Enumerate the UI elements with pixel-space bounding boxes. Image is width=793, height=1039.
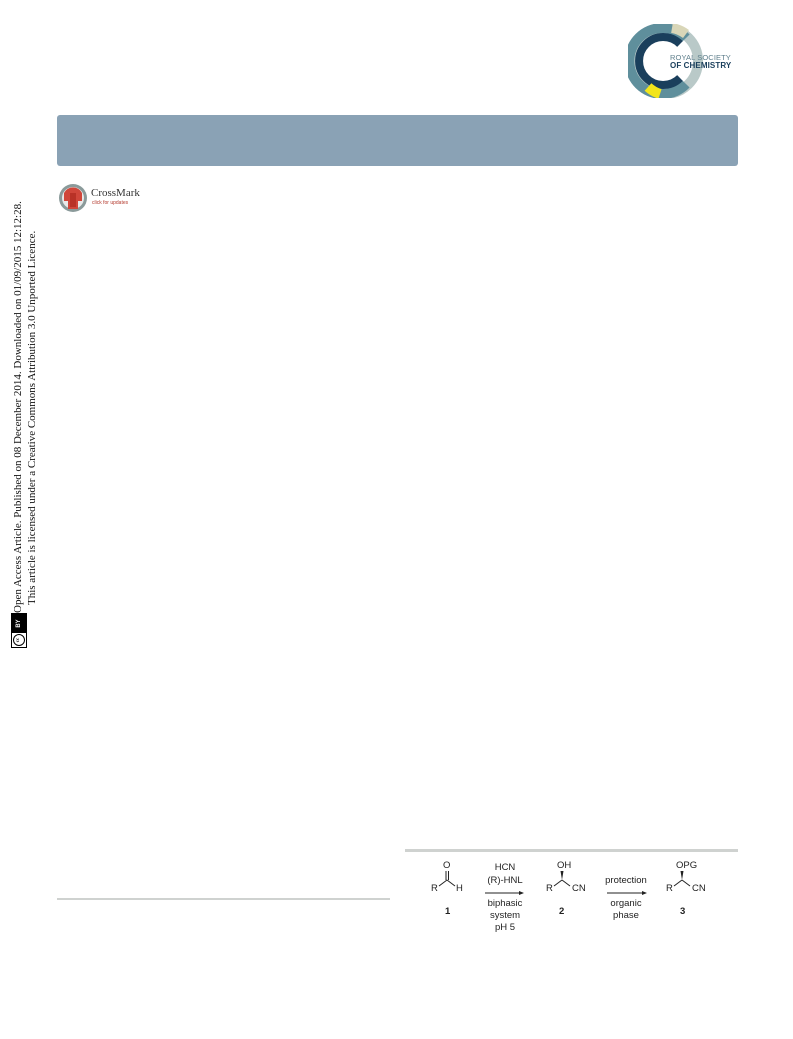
compound-number-3: 3: [680, 906, 686, 917]
crossmark-subtitle: click for updates: [92, 200, 129, 206]
atom-oh-2: OH: [557, 860, 572, 871]
condition-biphasic: biphasic: [487, 898, 523, 909]
by-label: BY: [12, 614, 26, 633]
open-access-notice: [8, 200, 42, 660]
crossmark-title: CrossMark: [91, 187, 140, 199]
cc-icon: cc: [13, 634, 25, 646]
condition-phase: phase: [613, 910, 639, 921]
compound-number-1: 1: [445, 906, 451, 917]
atom-cn-3: CN: [692, 883, 706, 894]
atom-o-1: O: [443, 860, 451, 871]
condition-system: system: [489, 910, 521, 921]
cc-by-badge[interactable]: [11, 613, 27, 648]
atom-r-3: R: [666, 883, 673, 894]
scheme-rule-top: [405, 849, 738, 852]
step-protection: protection: [605, 875, 647, 886]
crossmark-icon: [58, 183, 90, 213]
crossmark-badge[interactable]: [58, 183, 148, 213]
reagent-hcn: HCN: [494, 862, 516, 873]
atom-r-2: R: [546, 883, 553, 894]
logo-line-2: OF CHEMISTRY: [670, 61, 732, 70]
scheme-bonds: [410, 860, 730, 940]
atom-opg-3: OPG: [676, 860, 698, 871]
condition-organic: organic: [610, 898, 642, 909]
logo-line-1: ROYAL SOCIETY: [670, 53, 731, 62]
publisher-logo: [628, 24, 744, 98]
journal-header-band: [57, 115, 738, 166]
reagent-hnl: (R)-HNL: [487, 875, 523, 886]
licence-info[interactable]: This article is licensed under a Creative Commons Attribution 3.0 Unported Licence.: [26, 230, 38, 605]
compound-number-2: 2: [559, 906, 565, 917]
reaction-scheme: [410, 860, 730, 940]
condition-ph: pH 5: [494, 922, 516, 933]
atom-h-1: H: [456, 883, 463, 894]
atom-r-1: R: [431, 883, 438, 894]
publication-info: Open Access Article. Published on 08 December 2014. Downloaded on 01/09/2015 12:12:28.: [12, 201, 24, 613]
column-rule-left: [57, 898, 390, 900]
atom-cn-2: CN: [572, 883, 586, 894]
